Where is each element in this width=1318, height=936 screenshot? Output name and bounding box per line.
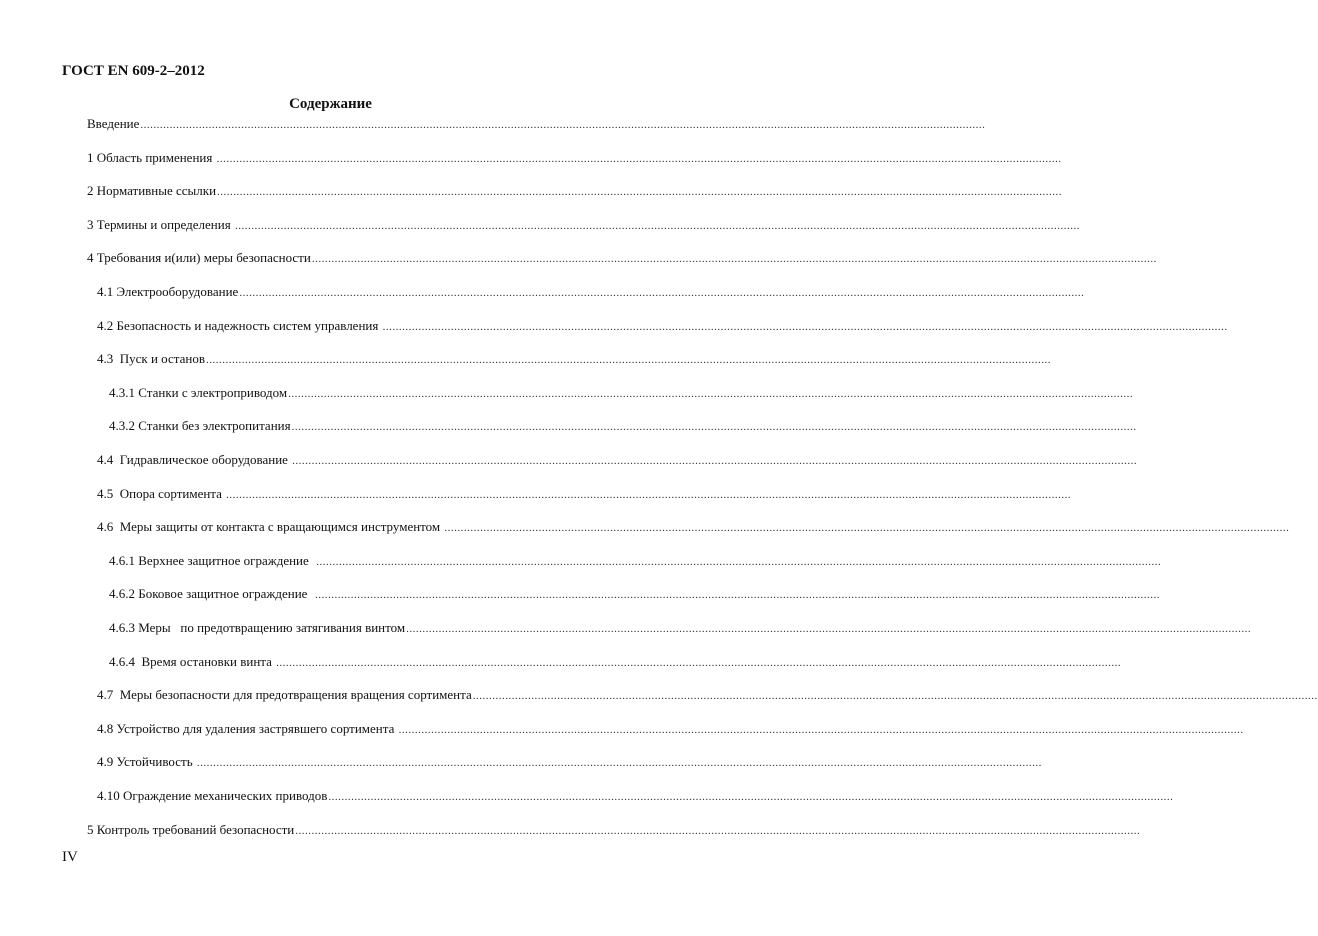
toc-leader-dots: .................................................................................................................................................................................................................................................................... — [328, 791, 1174, 803]
toc-entry — [109, 416, 1137, 436]
toc-leader-dots: .................................................................................................................................................................................................................................................................... — [276, 657, 1122, 669]
toc-entry — [87, 820, 1141, 840]
toc-entry-text: 4.8 Устройство для удаления застрявшего сортимента — [97, 721, 398, 736]
toc-entry — [87, 248, 1157, 268]
toc-leader-dots: .................................................................................................................................................................................................................................................................... — [226, 489, 1072, 501]
toc-leader-dots: .................................................................................................................................................................................................................................................................... — [288, 388, 1134, 400]
toc-entry-text: 2 Нормативные ссылки — [87, 183, 217, 198]
toc-entry-text: 4.6.3 Меры по предотвращению затягивания винтом — [109, 620, 406, 635]
toc-entry — [97, 450, 1138, 470]
toc-leader-dots: .................................................................................................................................................................................................................................................................... — [196, 757, 1042, 769]
toc-entry-text: 1 Область применения — [87, 150, 216, 165]
toc-entry — [87, 181, 1063, 201]
toc-entry — [109, 383, 1134, 403]
toc-leader-dots: .................................................................................................................................................................................................................................................................... — [292, 455, 1138, 467]
toc-entry-text: Введение — [87, 116, 140, 131]
toc-leader-dots: .................................................................................................................................................................................................................................................................... — [140, 119, 986, 131]
toc-entry-text: 4.6 Меры защиты от контакта с вращающимся инструментом — [97, 519, 444, 534]
toc-entry — [109, 652, 1122, 672]
toc-entry-text: 4.3.2 Станки без электропитания — [109, 418, 291, 433]
toc-leader-dots: .................................................................................................................................................................................................................................................................... — [382, 321, 1228, 333]
toc-entry — [87, 148, 1062, 168]
toc-entry-text: 3 Термины и определения — [87, 217, 234, 232]
toc-entry-text: 4 Требования и(или) меры безопасности — [87, 250, 311, 265]
toc-entry — [97, 685, 1318, 705]
toc-entry-text: 4.6.1 Верхнее защитное ограждение — [109, 553, 316, 568]
toc-leader-dots: .................................................................................................................................................................................................................................................................... — [444, 522, 1290, 534]
toc-leader-dots: .................................................................................................................................................................................................................................................................... — [316, 556, 1162, 568]
toc-entry — [97, 752, 1042, 772]
toc-entry-text: 4.1 Электрооборудование — [97, 284, 239, 299]
toc-entry-text: 4.6.2 Боковое защитное ограждение — [109, 586, 314, 601]
toc-entry — [97, 719, 1244, 739]
toc-leader-dots: .................................................................................................................................................................................................................................................................... — [291, 421, 1137, 433]
toc-leader-dots: .................................................................................................................................................................................................................................................................... — [295, 825, 1141, 837]
toc-entry — [87, 215, 1080, 235]
toc-entry — [97, 786, 1174, 806]
toc-leader-dots: .................................................................................................................................................................................................................................................................... — [311, 253, 1157, 265]
toc-entry-text: 4.9 Устойчивость — [97, 754, 196, 769]
toc-leader-dots: .................................................................................................................................................................................................................................................................... — [398, 724, 1244, 736]
toc-entry — [109, 618, 1252, 638]
toc-leader-dots: .................................................................................................................................................................................................................................................................... — [406, 623, 1252, 635]
toc-entry — [87, 114, 986, 134]
toc-entry-text: 5 Контроль требований безопасности — [87, 822, 295, 837]
toc-entry-text: 4.10 Ограждение механических приводов — [97, 788, 328, 803]
toc-entry-text: 4.4 Гидравлическое оборудование — [97, 452, 292, 467]
toc-entry — [97, 349, 1051, 369]
toc-title: Содержание — [289, 96, 372, 112]
toc-entry — [97, 282, 1085, 302]
toc-leader-dots: .................................................................................................................................................................................................................................................................... — [314, 589, 1160, 601]
toc-entry — [109, 584, 1160, 604]
toc-leader-dots: .................................................................................................................................................................................................................................................................... — [234, 220, 1080, 232]
toc-leader-dots: .................................................................................................................................................................................................................................................................... — [217, 186, 1063, 198]
toc-entry — [97, 517, 1290, 537]
toc-leader-dots: .................................................................................................................................................................................................................................................................... — [472, 690, 1318, 702]
toc-entry — [97, 316, 1228, 336]
toc-entry-text: 4.3 Пуск и останов — [97, 351, 205, 366]
toc-entry-text: 4.2 Безопасность и надежность систем управления — [97, 318, 382, 333]
toc-entry — [109, 551, 1162, 571]
toc-leader-dots: .................................................................................................................................................................................................................................................................... — [216, 153, 1062, 165]
toc-leader-dots: .................................................................................................................................................................................................................................................................... — [205, 354, 1051, 366]
document-id: ГОСТ EN 609-2–2012 — [62, 63, 205, 79]
toc-entry-text: 4.6.4 Время остановки винта — [109, 654, 276, 669]
page-number: IV — [62, 849, 78, 865]
toc-entry-text: 4.7 Меры безопасности для предотвращения вращения сортимента — [97, 687, 472, 702]
toc-entry-text: 4.5 Опора сортимента — [97, 486, 226, 501]
toc-entry-text: 4.3.1 Станки с электроприводом — [109, 385, 288, 400]
toc-leader-dots: .................................................................................................................................................................................................................................................................... — [239, 287, 1085, 299]
toc-entry — [97, 484, 1072, 504]
